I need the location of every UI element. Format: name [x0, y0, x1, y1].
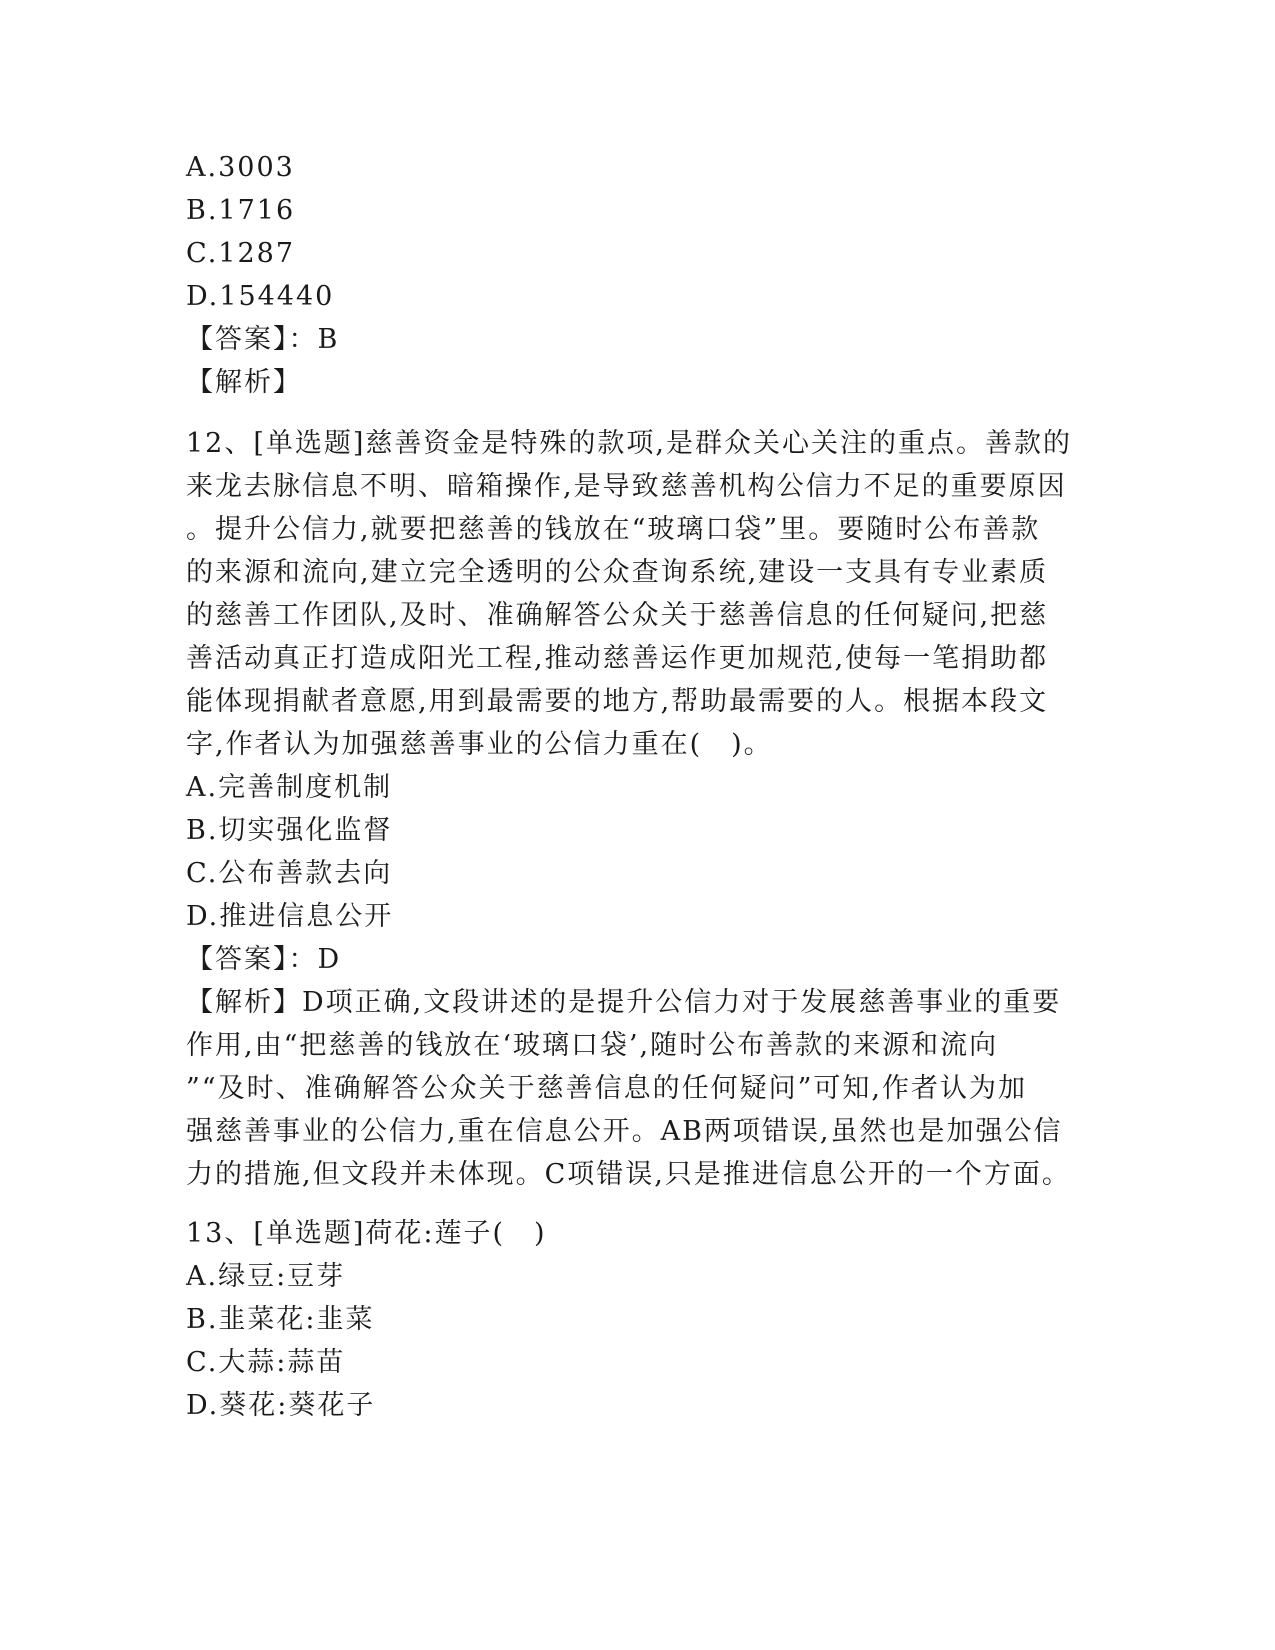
question-stem-line: 能体现捐献者意愿,用到最需要的地方,帮助最需要的人。根据本段文 — [186, 686, 1049, 717]
option-b: B.切实强化监督 — [186, 815, 393, 846]
option-a: A.3003 — [186, 152, 295, 183]
answer-line: 【答案】：B — [186, 324, 340, 355]
analysis-line: ”“及时、准确解答公众关于慈善信息的任何疑问”可知,作者认为加 — [186, 1073, 1027, 1104]
option-d: D.154440 — [186, 281, 335, 312]
option-c: C.公布善款去向 — [186, 858, 393, 889]
analysis-line: 【解析】 — [186, 367, 302, 398]
question-stem-line: 来龙去脉信息不明、暗箱操作,是导致慈善机构公信力不足的重要原因 — [186, 471, 1067, 502]
question-stem-line: 字,作者认为加强慈善事业的公信力重在( )。 — [186, 729, 773, 760]
question-stem-line: 善活动真正打造成阳光工程,推动慈善运作更加规范,使每一笔捐助都 — [186, 643, 1049, 674]
option-b: B.韭菜花:韭菜 — [186, 1304, 375, 1335]
question-stem-line: 。提升公信力,就要把慈善的钱放在“玻璃口袋”里。要随时公布善款 — [186, 514, 1041, 545]
option-a: A.完善制度机制 — [186, 772, 393, 803]
question-stem-line: 的慈善工作团队,及时、准确解答公众关于慈善信息的任何疑问,把慈 — [186, 600, 1049, 631]
question-12-block — [186, 422, 1086, 1196]
question-stem-line: 的来源和流向,建立完全透明的公众查询系统,建设一支具有专业素质 — [186, 557, 1049, 588]
analysis-line: 力的措施,但文段并未体现。C项错误,只是推进信息公开的一个方面。 — [186, 1159, 1071, 1190]
answer-line: 【答案】：D — [186, 944, 342, 975]
question-stem-line: 12、[单选题]慈善资金是特殊的款项,是群众关心关注的重点。善款的 — [186, 428, 1073, 459]
analysis-line: 强慈善事业的公信力,重在信息公开。AB两项错误,虽然也是加强公信 — [186, 1116, 1063, 1147]
option-c: C.1287 — [186, 238, 295, 269]
option-a: A.绿豆:豆芽 — [186, 1261, 346, 1292]
option-d: D.葵花:葵花子 — [186, 1390, 376, 1421]
document-page — [186, 146, 1086, 1427]
question-11-block — [186, 146, 1086, 404]
option-b: B.1716 — [186, 195, 296, 226]
question-13-block — [186, 1212, 1086, 1427]
analysis-line: 【解析】D项正确,文段讲述的是提升公信力对于发展慈善事业的重要 — [186, 987, 1062, 1018]
option-d: D.推进信息公开 — [186, 901, 394, 932]
question-stem-line: 13、[单选题]荷花:莲子( ) — [186, 1218, 547, 1249]
analysis-line: 作用,由“把慈善的钱放在‘玻璃口袋’,随时公布善款的来源和流向 — [186, 1030, 999, 1061]
option-c: C.大蒜:蒜苗 — [186, 1347, 346, 1378]
